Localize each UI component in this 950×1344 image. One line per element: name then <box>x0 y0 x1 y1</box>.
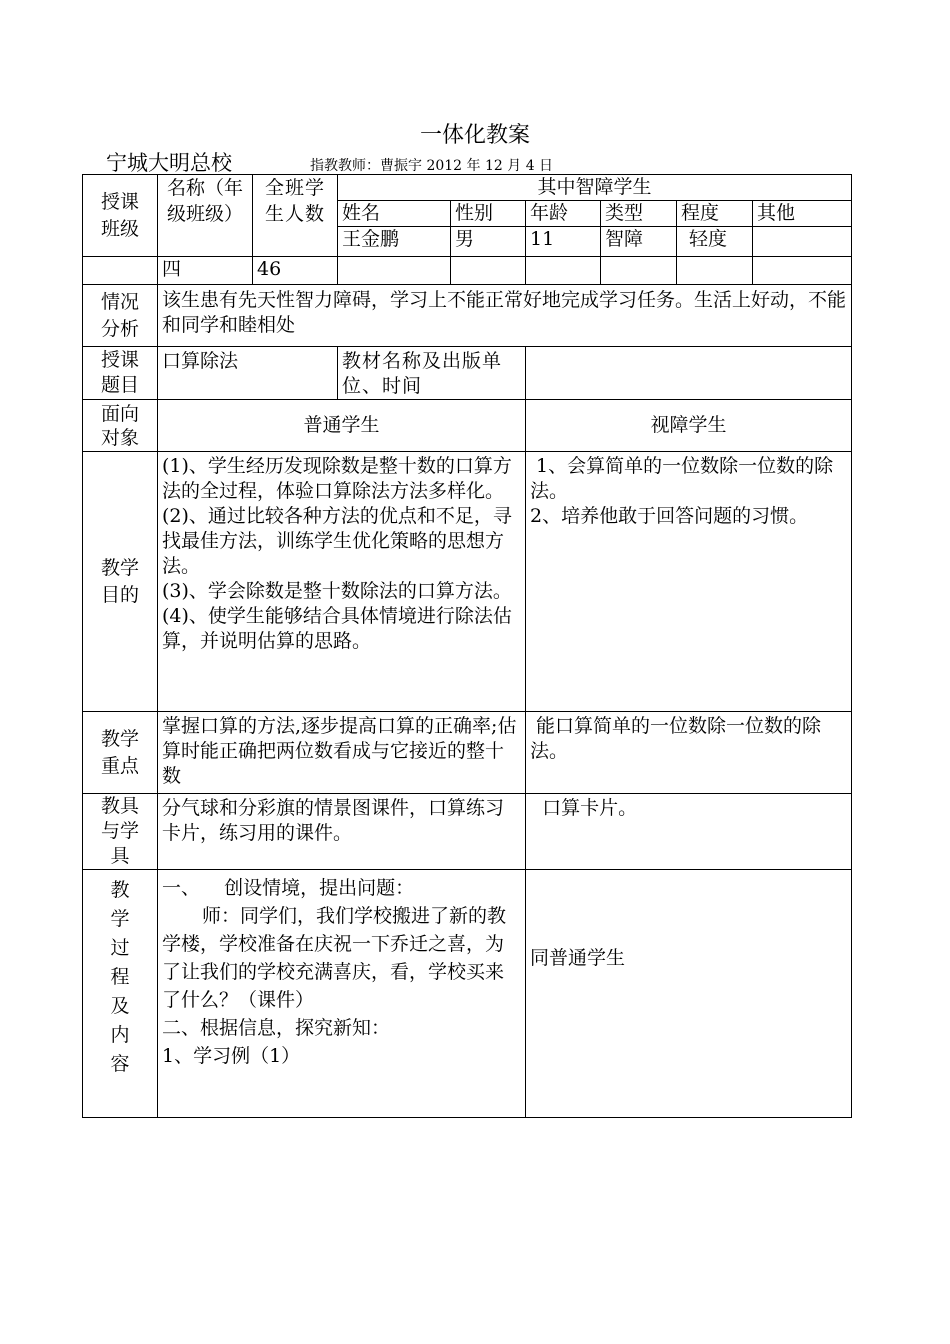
student-name: 王金鹏 <box>338 227 451 257</box>
col-degree-header: 程度 <box>677 201 753 227</box>
empty-cell <box>338 257 451 285</box>
process-step: 1、学习例（1） <box>162 1045 301 1067</box>
key-points-normal: 掌握口算的方法,逐步提高口算的正确率;估算时能正确把两位数看成与它接近的整十数 <box>158 712 526 794</box>
situation-label: 情况分析 <box>83 285 158 347</box>
class-total: 46 <box>253 257 338 285</box>
process-special <box>526 870 852 1118</box>
key-points-special: 能口算简单的一位数除一位数的除法。 <box>526 712 852 794</box>
col-gender-header: 性别 <box>451 201 526 227</box>
topic-label: 授课题目 <box>83 347 158 400</box>
audience-normal: 普通学生 <box>158 400 526 452</box>
objective-item: (1)、学生经历发现除数是整十数的口算方法的全过程，体验口算除法方法多样化。 <box>162 455 512 502</box>
empty-cell <box>451 257 526 285</box>
topic-value: 口算除法 <box>158 347 338 400</box>
tools-normal: 分气球和分彩旗的情景图课件，口算练习卡片，练习用的课件。 <box>158 794 526 870</box>
process-label-char: 过 <box>110 937 130 959</box>
process-label-char: 内 <box>110 1024 130 1046</box>
material-value <box>526 347 852 400</box>
lesson-plan-table <box>82 174 852 1118</box>
school-name: 宁城大明总校 <box>106 151 232 175</box>
class-name-header: 名称（年级班级） <box>158 175 253 257</box>
process-step: 一、 创设情境，提出问题： <box>162 877 415 899</box>
student-type: 智障 <box>601 227 677 257</box>
process-label-char: 教 <box>110 879 130 901</box>
audience-label: 面向对象 <box>83 400 158 452</box>
objective-item: (2)、通过比较各种方法的优点和不足，寻找最佳方法，训练学生优化策略的思想方法。 <box>162 505 512 577</box>
student-degree: 轻度 <box>677 227 753 257</box>
key-points-label: 教学重点 <box>83 712 158 794</box>
process-label-char: 学 <box>110 908 130 930</box>
process-step: 二、根据信息，探究新知： <box>162 1017 391 1039</box>
class-label-spacer <box>83 257 158 285</box>
process-normal <box>158 870 526 1118</box>
student-age: 11 <box>526 227 601 257</box>
process-special-text: 同普通学生 <box>530 947 626 969</box>
audience-special: 视障学生 <box>526 400 852 452</box>
process-label-char: 及 <box>110 995 130 1017</box>
objective-item: (4)、使学生能够结合具体情境进行除法估算，并说明估算的思路。 <box>162 605 512 652</box>
class-label: 授课班级 <box>83 175 158 257</box>
objectives-label: 教学目的 <box>83 452 158 712</box>
student-gender: 男 <box>451 227 526 257</box>
material-label: 教材名称及出版单位、时间 <box>338 347 526 400</box>
empty-cell <box>526 257 601 285</box>
tools-label: 教具与学具 <box>83 794 158 870</box>
class-total-header: 全班学生人数 <box>253 175 338 257</box>
process-step: 师：同学们，我们学校搬进了新的教学楼，学校准备在庆祝一下乔迁之喜，为了让我们的学校充满喜庆，看，学校买来了什么？（课件） <box>162 905 507 1011</box>
teacher-date-line: 指教教师：曹振宇 2012 年 12 月 4 日 <box>310 158 554 174</box>
tools-special: 口算卡片。 <box>526 794 852 870</box>
process-label-char: 容 <box>110 1053 130 1075</box>
objectives-normal <box>158 452 526 712</box>
empty-cell <box>601 257 677 285</box>
col-other-header: 其他 <box>753 201 852 227</box>
document-title: 一体化教案 <box>419 123 530 148</box>
objectives-special <box>526 452 852 712</box>
process-label <box>83 870 158 1118</box>
class-grade: 四 <box>158 257 253 285</box>
situation-text: 该生患有先天性智力障碍，学习上不能正常好地完成学习任务。生活上好动，不能和同学和睦相处 <box>158 285 852 347</box>
student-other <box>753 227 852 257</box>
empty-cell <box>753 257 852 285</box>
empty-cell <box>677 257 753 285</box>
process-label-char: 程 <box>110 966 130 988</box>
col-name-header: 姓名 <box>338 201 451 227</box>
objective-item: (3)、学会除数是整十数除法的口算方法。 <box>162 580 512 602</box>
objective-item: 1、会算简单的一位数除一位数的除法。 <box>530 455 834 502</box>
col-age-header: 年龄 <box>526 201 601 227</box>
objective-item: 2、培养他敢于回答问题的习惯。 <box>530 505 809 527</box>
disabled-students-header: 其中智障学生 <box>338 175 852 201</box>
col-type-header: 类型 <box>601 201 677 227</box>
